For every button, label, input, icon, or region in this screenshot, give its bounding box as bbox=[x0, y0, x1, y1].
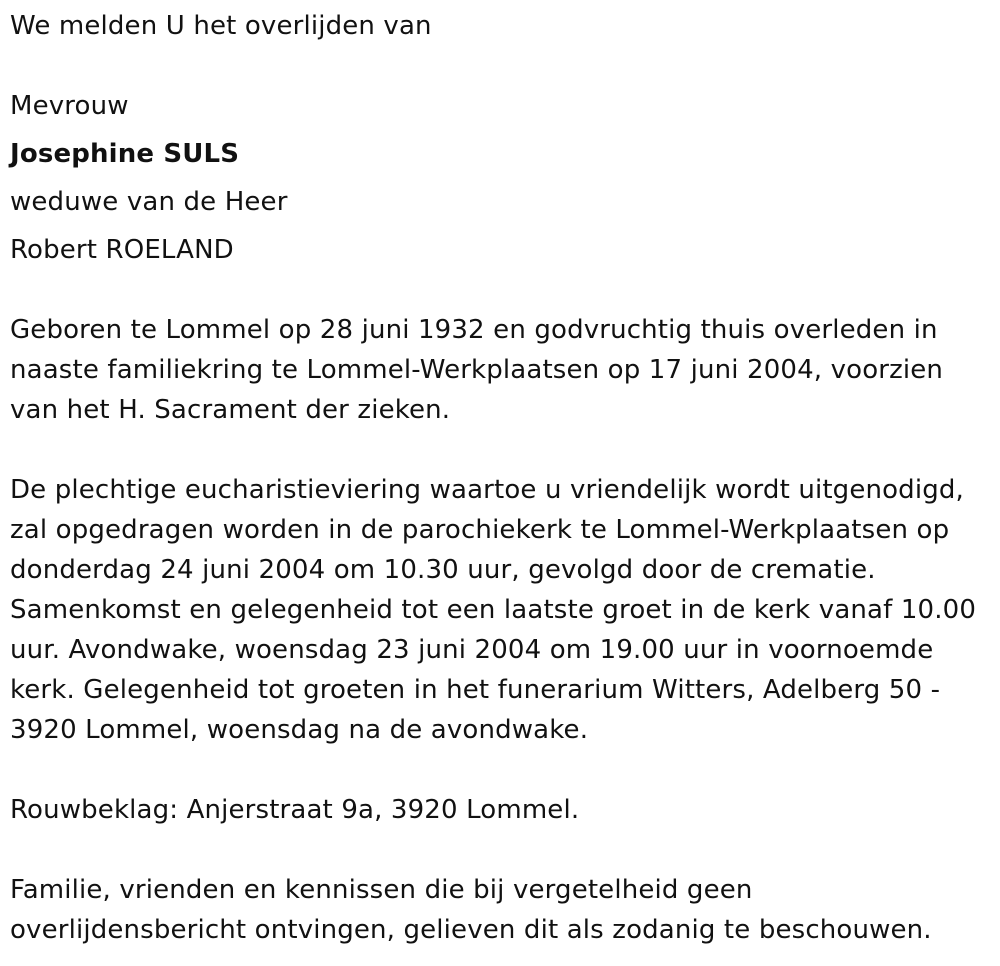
condolence-address: Rouwbeklag: Anjerstraat 9a, 3920 Lommel. bbox=[10, 795, 580, 825]
paragraph-line: kerk. Gelegenheid tot groeten in het funerarium Witters, Adelberg 50 - bbox=[10, 675, 941, 705]
paragraph-line: donderdag 24 juni 2004 om 10.30 uur, gevolgd door de crematie. bbox=[10, 555, 876, 585]
paragraph-line: overlijdensbericht ontvingen, gelieven dit als zodanig te beschouwen. bbox=[10, 915, 932, 945]
paragraph-line: Geboren te Lommel op 28 juni 1932 en godvruchtig thuis overleden in bbox=[10, 315, 938, 345]
deceased-name: Josephine SULS bbox=[10, 139, 240, 169]
birth-death-paragraph bbox=[10, 310, 990, 430]
paragraph-line: De plechtige eucharistieviering waartoe u vriendelijk wordt uitgenodigd, bbox=[10, 475, 964, 505]
paragraph-line: naaste familiekring te Lommel-Werkplaatsen op 17 juni 2004, voorzien bbox=[10, 355, 944, 385]
ceremony-paragraph bbox=[10, 470, 990, 750]
intro-text: We melden U het overlijden van bbox=[10, 11, 432, 41]
paragraph-line: van het H. Sacrament der zieken. bbox=[10, 395, 451, 425]
paragraph-line: Samenkomst en gelegenheid tot een laatste groet in de kerk vanaf 10.00 bbox=[10, 595, 977, 625]
condolence-paragraph bbox=[10, 790, 990, 830]
paragraph-line: 3920 Lommel, woensdag na de avondwake. bbox=[10, 715, 589, 745]
spouse-name: Robert ROELAND bbox=[10, 235, 234, 265]
relation-text: weduwe van de Heer bbox=[10, 187, 288, 217]
closing-paragraph bbox=[10, 870, 990, 950]
paragraph-line: zal opgedragen worden in de parochiekerk te Lommel-Werkplaatsen op bbox=[10, 515, 950, 545]
paragraph-line: Familie, vrienden en kennissen die bij vergetelheid geen bbox=[10, 875, 753, 905]
paragraph-line: uur. Avondwake, woensdag 23 juni 2004 om 19.00 uur in voornoemde bbox=[10, 635, 934, 665]
honorific-title: Mevrouw bbox=[10, 91, 129, 121]
